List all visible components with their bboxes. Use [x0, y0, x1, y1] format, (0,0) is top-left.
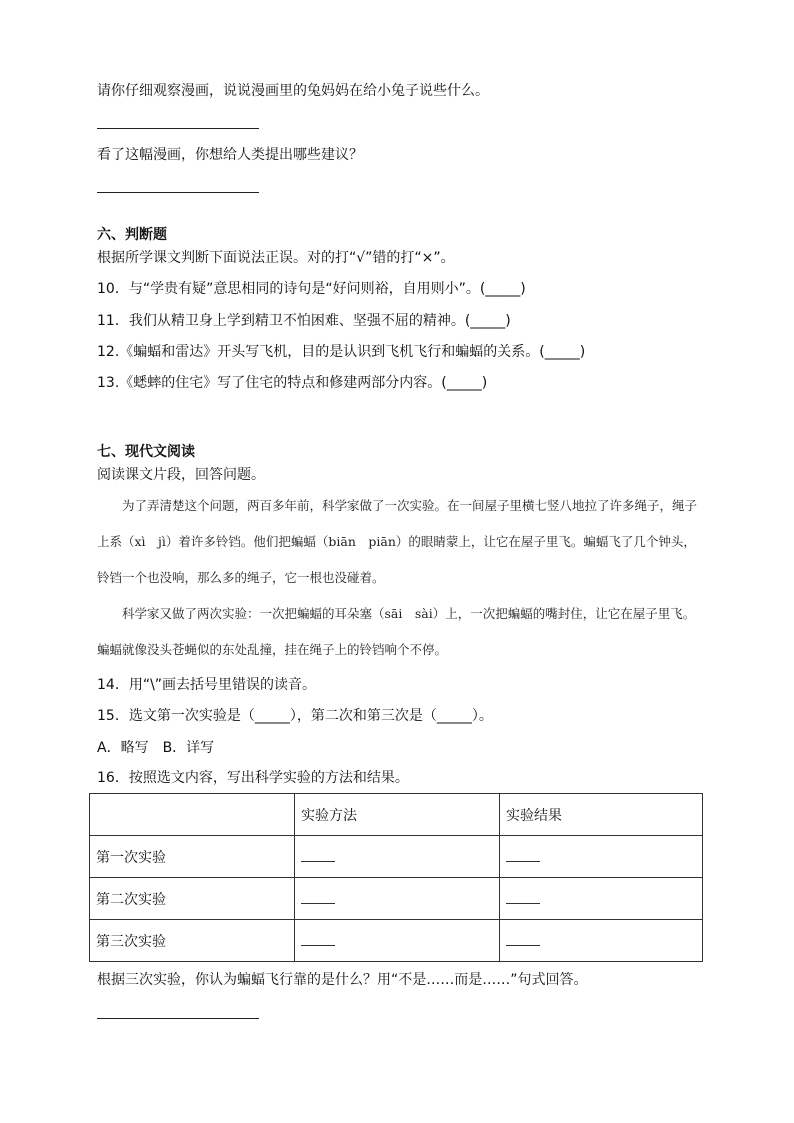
row-label-second: 第二次实验 — [90, 878, 295, 920]
comic-question-2: 看了这幅漫画，你想给人类提出哪些建议？ — [97, 147, 363, 163]
answer-line-2[interactable] — [97, 192, 259, 193]
question-16: 16．按照选文内容，写出科学实验的方法和结果。 — [97, 770, 409, 786]
table-header-result: 实验结果 — [500, 794, 703, 836]
blank-line[interactable] — [506, 851, 540, 862]
table-header-empty — [90, 794, 295, 836]
result-blank[interactable] — [500, 878, 703, 920]
blank-line[interactable] — [301, 893, 335, 904]
method-blank[interactable] — [295, 878, 500, 920]
passage-paragraph-1: 为了弄清楚这个问题，两百多年前，科学家做了一次实验。在一间屋子里横七竖八地拉了许多绳子，绳子上系（xì jì）着许多铃铛。他们把蝙蝠（biān piān）的眼睛蒙上，让它在屋子里飞。蝙蝠飞了几个钟头，铃铛一个也没响，那么多的绳子，它一根也没碰着。 — [97, 498, 698, 585]
comic-question-1: 请你仔细观察漫画，说说漫画里的兔妈妈在给小兔子说些什么。 — [97, 83, 489, 99]
table-row — [90, 836, 703, 878]
answer-line-3[interactable] — [97, 1018, 259, 1019]
judgment-item-12[interactable]: 12.《蝙蝠和雷达》开头写飞机，目的是认识到飞机飞行和蝙蝠的关系。(_____) — [97, 344, 586, 360]
blank-line[interactable] — [506, 893, 540, 904]
blank-line[interactable] — [506, 935, 540, 946]
method-blank[interactable] — [295, 920, 500, 962]
section-6-instruction: 根据所学课文判断下面说法正误。对的打“√”错的打“×”。 — [97, 250, 455, 266]
passage-paragraph-2: 科学家又做了两次实验：一次把蝙蝠的耳朵塞（sāi sài）上，一次把蝙蝠的嘴封住，让它在屋子里飞。蝙蝠就像没头苍蝇似的东处乱撞，挂在绳子上的铃铛响个不停。 — [97, 606, 696, 657]
section-6-title: 六、判断题 — [97, 227, 167, 243]
row-label-third: 第三次实验 — [90, 920, 295, 962]
section-7-title: 七、现代文阅读 — [97, 444, 195, 460]
reading-passage — [97, 488, 705, 668]
section-7-instruction: 阅读课文片段，回答问题。 — [97, 467, 265, 483]
table-row — [90, 920, 703, 962]
question-14: 14．用“\”画去括号里错误的读音。 — [97, 677, 317, 693]
row-label-first: 第一次实验 — [90, 836, 295, 878]
question-15-options: A．略写 B．详写 — [97, 740, 215, 756]
method-blank[interactable] — [295, 836, 500, 878]
table-header-row — [90, 794, 703, 836]
table-row — [90, 878, 703, 920]
judgment-item-11[interactable]: 11．我们从精卫身上学到精卫不怕困难、坚强不屈的精神。(_____) — [97, 313, 511, 329]
result-blank[interactable] — [500, 836, 703, 878]
judgment-item-10[interactable]: 10．与“学贵有疑”意思相同的诗句是“好问则裕，自用则小”。(_____) — [97, 281, 526, 297]
table-header-method: 实验方法 — [295, 794, 500, 836]
blank-line[interactable] — [301, 935, 335, 946]
experiment-table — [89, 793, 703, 962]
final-question: 根据三次实验，你认为蝙蝠飞行靠的是什么？用“不是……而是……”句式回答。 — [97, 972, 588, 988]
blank-line[interactable] — [301, 851, 335, 862]
question-15[interactable]: 15．选文第一次实验是（_____），第二次和第三次是（_____）。 — [97, 708, 493, 724]
judgment-item-13[interactable]: 13.《蟋蟀的住宅》写了住宅的特点和修建两部分内容。(_____) — [97, 375, 488, 391]
result-blank[interactable] — [500, 920, 703, 962]
answer-line-1[interactable] — [97, 128, 259, 129]
